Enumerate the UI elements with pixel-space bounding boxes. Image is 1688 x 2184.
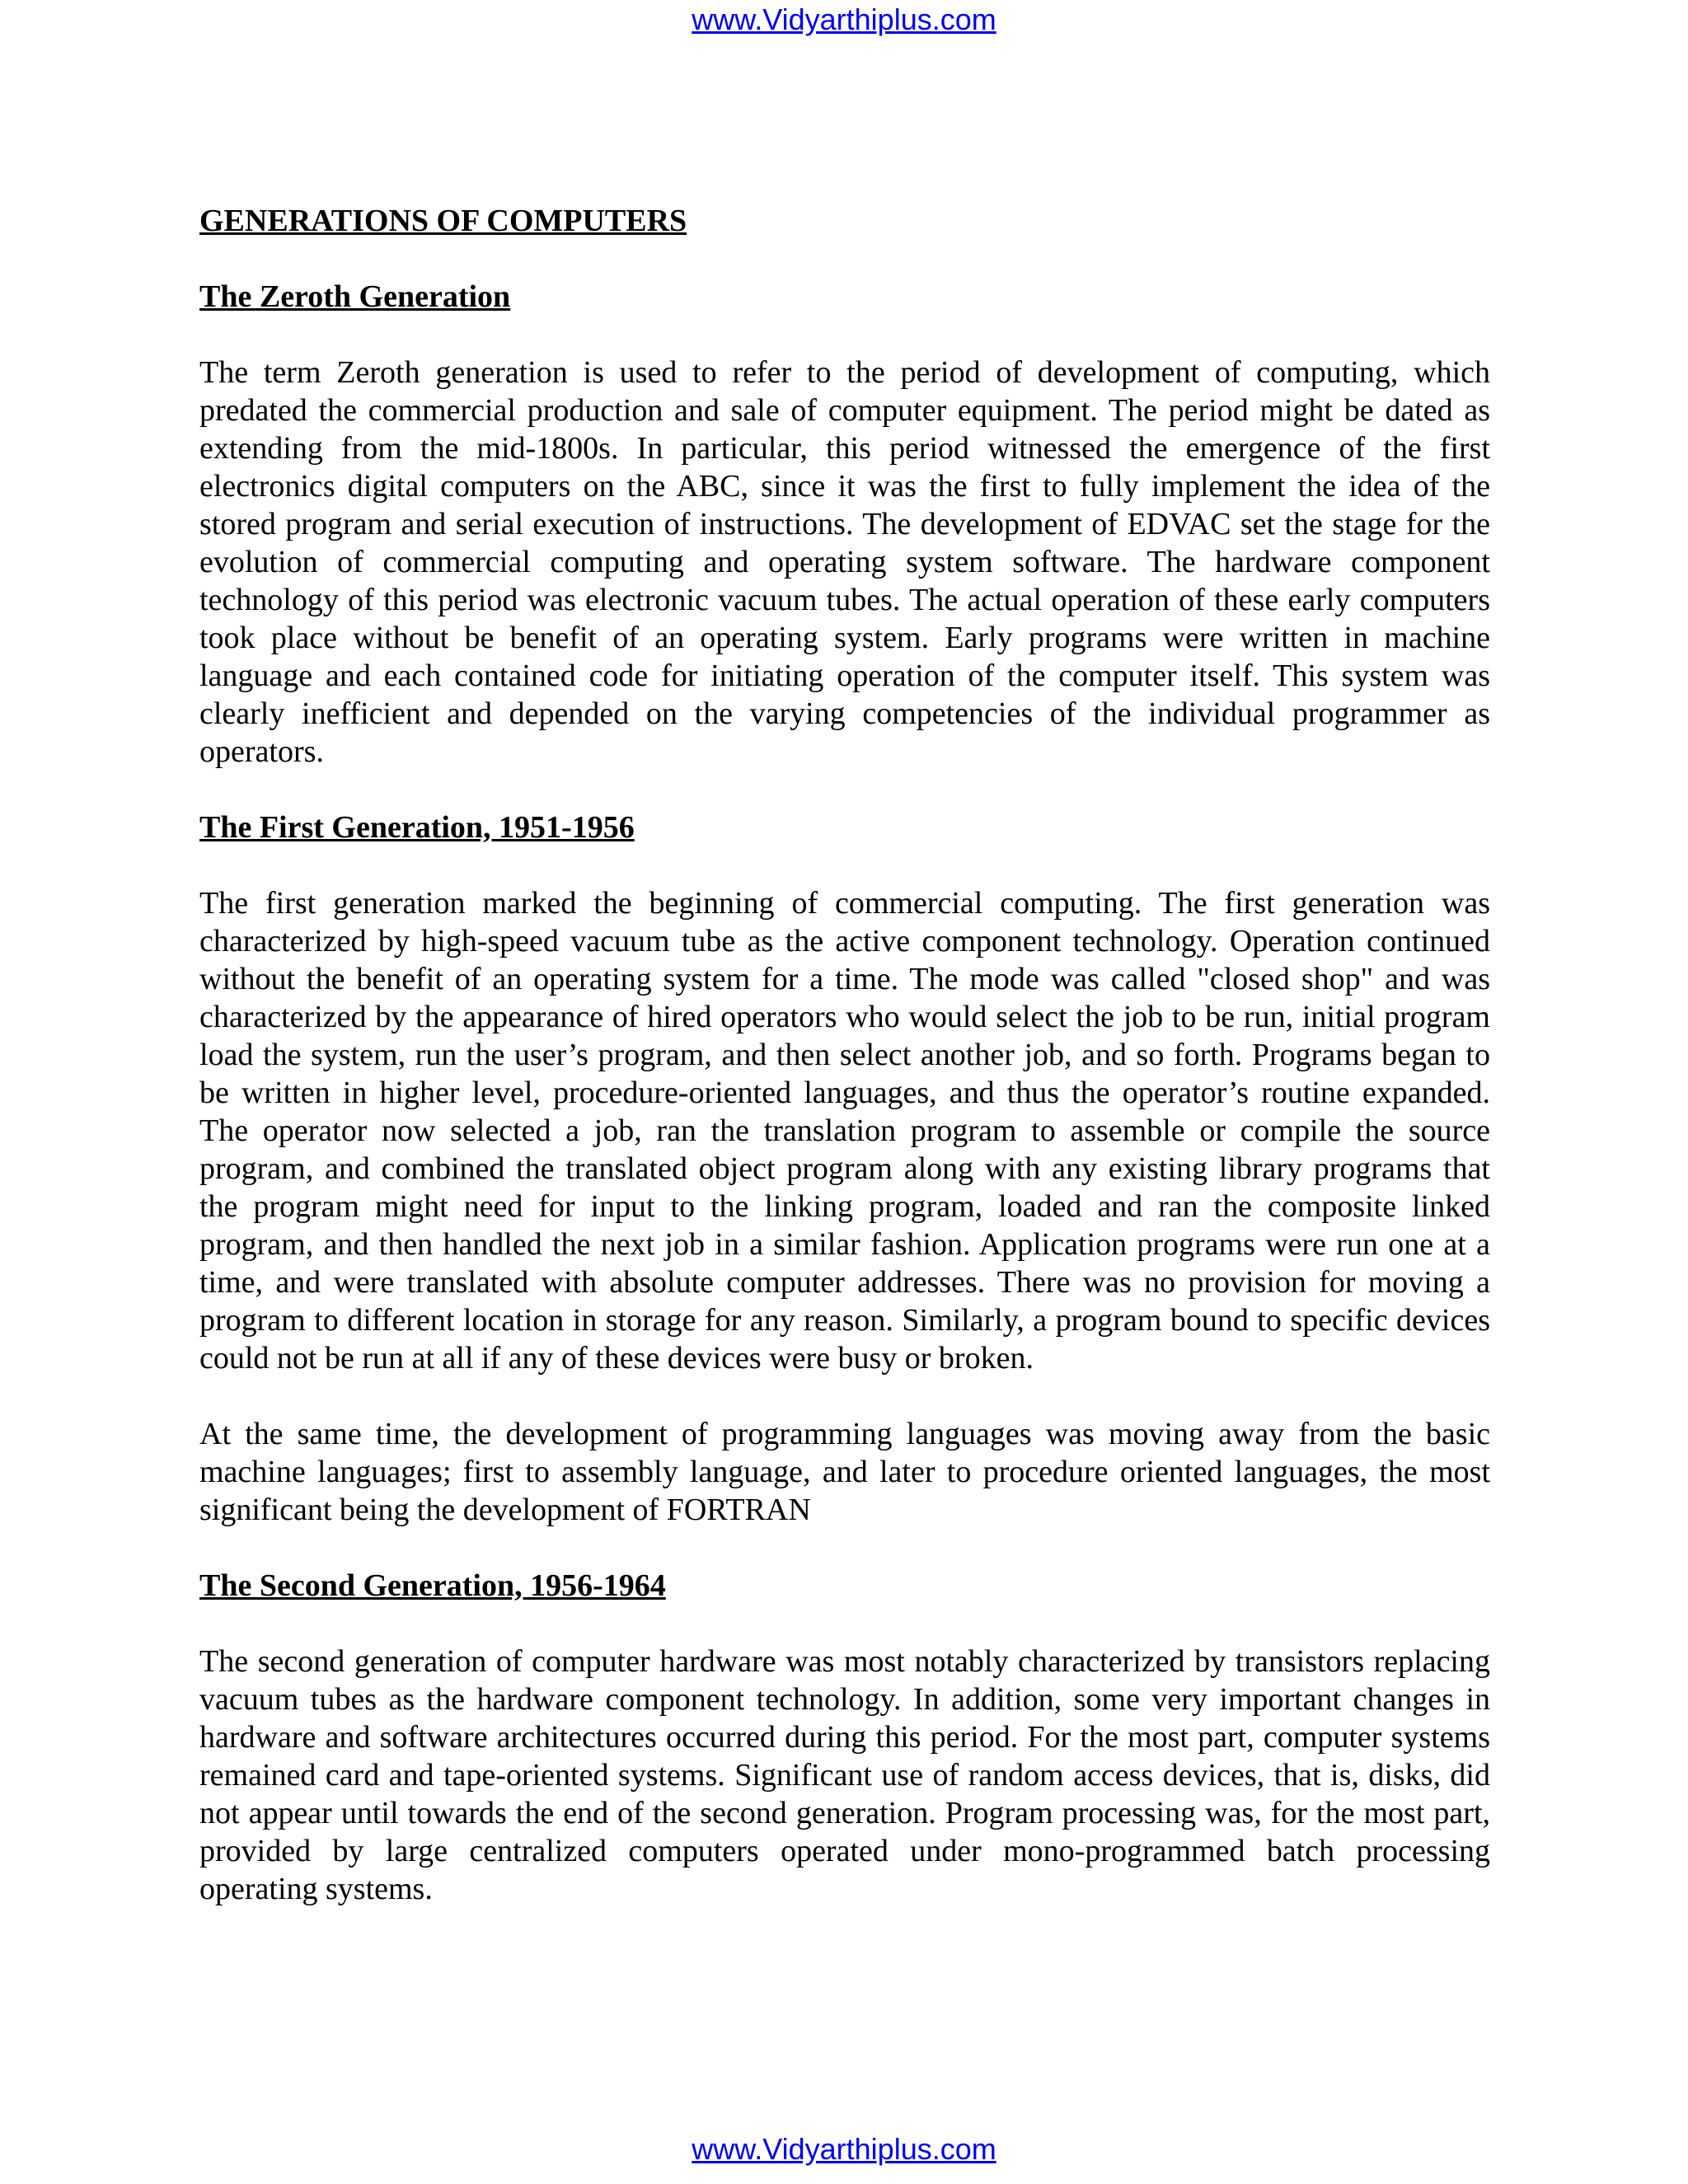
paragraph: At the same time, the development of programming languages was moving away from the basic machine languages; first to assembly language, and later to procedure oriented languages, the most significant being the development of FORTRAN [199,1417,1490,1527]
paragraph: The first generation marked the beginning of commercial computing. The first generation was characterized by high-speed vacuum tube as the active component technology. Operation continued without the benefit of an operating system for a time. The mode was called "closed shop" and was characterized by the appearance of hired operators who would select the job to be run, initial program load the system, run the user’s program, and then select another job, and so forth. Programs began to be written in higher level, procedure-oriented languages, and thus the operator’s routine expanded. The operator now selected a job, ran the translation program to assemble or compile the source program, and combined the translated object program along with any existing library programs that the program might need for input to the linking program, loaded and ran the composite linked program, and then handled the next job in a similar fashion. Application programs were run one at a time, and were translated with absolute computer addresses. There was no provision for moving a program to different location in storage for any reason. Similarly, a program bound to specific devices could not be run at all if any of these devices were busy or broken. [199,886,1490,1376]
section-zeroth-generation [199,278,1490,771]
section-heading: The Second Generation, 1956-1964 [199,1568,666,1603]
footer-site-link[interactable]: www.Vidyarthiplus.com [692,2132,996,2166]
header-site-link[interactable]: www.Vidyarthiplus.com [692,2,996,36]
section-heading: The First Generation, 1951-1956 [199,810,635,845]
paragraph: The second generation of computer hardware was most notably characterized by transistors replacing vacuum tubes as the hardware component technology. In addition, some very important changes in hardware and software architectures occurred during this period. For the most part, computer systems remained card and tape-oriented systems. Significant use of random access devices, that is, disks, did not appear until towards the end of the second generation. Program processing was, for the most part, provided by large centralized computers operated under mono-programmed batch processing operating systems. [199,1644,1490,1906]
section-first-generation [199,808,1490,1529]
section-heading: The Zeroth Generation [199,279,511,314]
document-body [199,202,1490,1946]
paragraph: The term Zeroth generation is used to refer to the period of development of computing, which predated the commercial production and sale of computer equipment. The period might be dated as extending from the mid-1800s. In particular, this period witnessed the emergence of the first electronics digital computers on the ABC, since it was the first to fully implement the idea of the stored program and serial execution of instructions. The development of EDVAC set the stage for the evolution of commercial computing and operating system software. The hardware component technology of this period was electronic vacuum tubes. The actual operation of these early computers took place without be benefit of an operating system. Early programs were written in machine language and each contained code for initiating operation of the computer itself. This system was clearly inefficient and depended on the varying competencies of the individual programmer as operators. [199,355,1490,769]
document-title: GENERATIONS OF COMPUTERS [199,204,687,238]
section-second-generation [199,1567,1490,1908]
